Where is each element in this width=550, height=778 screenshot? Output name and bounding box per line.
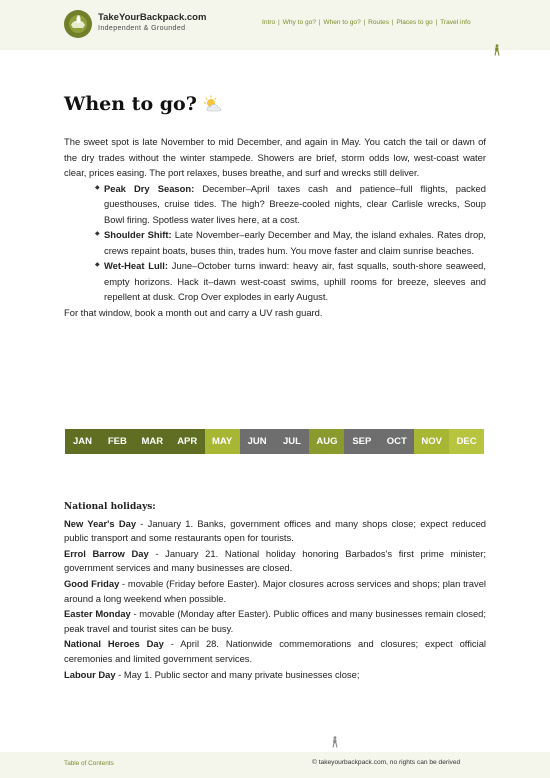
holiday-item: [64, 607, 486, 636]
page-footer: [0, 752, 550, 778]
month-mar: MAR: [135, 429, 170, 454]
brand-name[interactable]: TakeYourBackpack.com: [98, 12, 207, 23]
month-jul: JUL: [275, 429, 310, 454]
month-apr: APR: [170, 429, 205, 454]
season-name: Peak Dry Season:: [104, 182, 195, 194]
hiker-icon: [492, 44, 502, 58]
month-oct: OCT: [379, 429, 414, 454]
table-of-contents-link[interactable]: Table of Contents: [64, 760, 114, 767]
holiday-name: Errol Barrow Day: [64, 547, 149, 559]
season-item-peak: [104, 181, 486, 228]
holiday-item: [64, 637, 486, 666]
holiday-name: Easter Monday: [64, 608, 131, 620]
season-text: June–October turns inward: heavy air, fast squalls, south-shore seaweed, empty horizons. Hack it–dawn west-coast swims, uphill rooms for breeze, sleeves and repellent at dusk. Crop Over explodes in early August.: [104, 260, 486, 302]
season-item-shoulder: [104, 227, 486, 258]
nav-travel-info[interactable]: Travel info: [440, 19, 471, 26]
holiday-name: New Year's Day: [64, 517, 137, 529]
month-may: MAY: [205, 429, 240, 454]
backpack-logo-icon[interactable]: [64, 10, 92, 38]
sun-cloud-icon: [203, 95, 223, 113]
when-to-go-text: [64, 134, 486, 320]
season-list: [104, 181, 486, 305]
page-title: [64, 93, 223, 115]
holiday-name: Labour Day: [64, 668, 116, 680]
month-aug: AUG: [309, 429, 344, 454]
nav-intro[interactable]: Intro: [262, 19, 276, 26]
nav-routes[interactable]: Routes: [368, 19, 390, 26]
holiday-text: - May 1. Public sector and many private businesses close;: [115, 668, 360, 680]
holiday-item: [64, 517, 486, 546]
month-nov: NOV: [414, 429, 449, 454]
page-title-text: When to go?: [64, 93, 197, 115]
nav-places-to-go[interactable]: Places to go: [396, 19, 433, 26]
holiday-name: National Heroes Day: [64, 638, 164, 650]
intro-paragraph: The sweet spot is late November to mid December, and again in May. You catch the tail or dawn of the dry trades without the winter stampede. Showers are brief, storm odds low, west-coast water clear, prices easing. The port relaxes, buses breathe, and surf and wrecks still deliver.: [64, 136, 486, 178]
holiday-text: - January 21. National holiday honoring Barbados's first prime minister; government services and many businesses are closed.: [64, 547, 486, 574]
brand-tagline: Independent & Grounded: [98, 25, 186, 32]
hiker-footer-icon: [330, 736, 340, 751]
nav-why-to-go[interactable]: Why to go?: [282, 19, 316, 26]
holiday-text: - movable (Monday after Easter). Public offices and many businesses remain closed; peak travel and tourist sites can be busy.: [64, 608, 486, 634]
holiday-item: [64, 547, 486, 576]
holiday-text: - January 1. Banks, government offices and many shops close; expect reduced public transport and some restaurants open for tourists.: [64, 517, 486, 544]
month-sep: SEP: [344, 429, 379, 454]
season-name: Wet-Heat Lull:: [104, 260, 169, 271]
month-dec: DEC: [449, 429, 484, 454]
holiday-text: - April 28. Nationwide commemorations and closures; expect official ceremonies and limited government services.: [64, 638, 486, 664]
month-jan: JAN: [65, 429, 100, 454]
nav-when-to-go[interactable]: When to go?: [323, 19, 361, 26]
season-text: December–April taxes cash and patience–full flights, packed guesthouses, cruise tides. The high? Breeze-cooled nights, clear Carlisle wrecks, Soup Bowl firing. Spotless water lives here, at a cost.: [104, 182, 486, 225]
outro-paragraph: For that window, book a month out and carry a UV rash guard.: [64, 306, 323, 318]
holiday-name: Good Friday: [64, 577, 120, 589]
season-text: Late November–early December and May, the island exhales. Rates drop, crews repaint boats, buses thin, trades hum. You move faster and claim sunrise beaches.: [104, 229, 486, 256]
holiday-text: - movable (Friday before Easter). Major closures across services and shops; plan travel around a long weekend when possible.: [64, 577, 486, 604]
month-feb: FEB: [100, 429, 135, 454]
copyright-text: © takeyourbackpack.com, no rights can be derived: [312, 759, 461, 766]
page-header: [0, 0, 550, 50]
holiday-item: [64, 577, 486, 606]
month-jun: JUN: [240, 429, 275, 454]
season-item-wet: [104, 258, 486, 305]
national-holidays-section: [64, 500, 486, 683]
holiday-item: [64, 668, 486, 683]
holidays-heading: National holidays:: [64, 502, 156, 512]
season-name: Shoulder Shift:: [104, 229, 172, 240]
top-navigation: Intro | Why to go? | When to go? | Routes | Places to go | Travel info: [262, 19, 471, 26]
month-calendar-bar: [65, 429, 484, 454]
